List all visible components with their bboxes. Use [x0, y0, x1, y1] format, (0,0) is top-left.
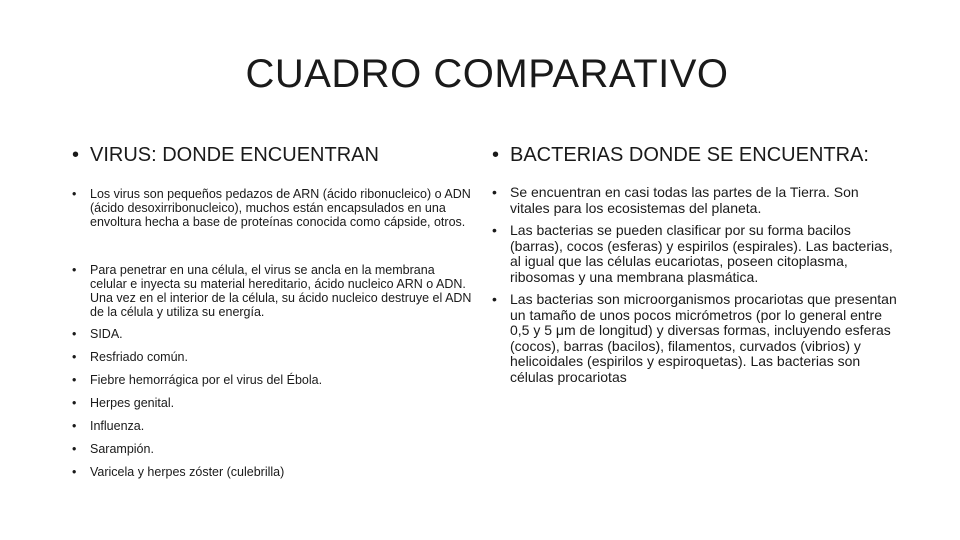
bullet-icon: •: [72, 263, 77, 277]
list-item-text: Influenza.: [90, 419, 145, 433]
list-item: [72, 419, 472, 434]
bacteria-list: [492, 185, 902, 385]
list-item-text: Los virus son pequeños pedazos de ARN (ácido ribonucleico) o ADN (ácido desoxirribonucleico), muchos están encapsulados en una envoltura hecha a base de proteínas conocida como cápside, otros.: [90, 187, 471, 229]
bullet-icon: •: [492, 291, 497, 307]
bullet-icon: •: [72, 465, 77, 479]
bullet-icon: •: [72, 373, 77, 387]
bullet-icon: •: [492, 184, 497, 200]
virus-heading: [72, 144, 472, 167]
list-item-text: Varicela y herpes zóster (culebrilla): [90, 465, 285, 479]
list-item: [72, 442, 472, 457]
list-item: [492, 223, 902, 285]
bullet-icon: •: [72, 396, 77, 410]
list-item-text: SIDA.: [90, 327, 123, 341]
bacteria-heading-text: BACTERIAS DONDE SE ENCUENTRA:: [510, 144, 869, 166]
list-item: [72, 187, 472, 229]
bullet-icon: •: [492, 144, 500, 166]
virus-column: [72, 144, 472, 488]
bacteria-column: [492, 144, 902, 392]
list-item: [72, 373, 472, 388]
bullet-icon: •: [72, 419, 77, 433]
slide-title: CUADRO COMPARATIVO: [245, 52, 729, 96]
virus-heading-text: VIRUS: DONDE ENCUENTRAN: [90, 144, 379, 166]
list-item: [492, 292, 902, 385]
list-item-text: Herpes genital.: [90, 396, 175, 410]
bullet-icon: •: [72, 442, 77, 456]
bullet-icon: •: [492, 222, 497, 238]
list-item: [72, 350, 472, 365]
bullet-icon: •: [72, 327, 77, 341]
list-item-text: Se encuentran en casi todas las partes de la Tierra. Son vitales para los ecosistemas del planeta.: [510, 184, 859, 216]
list-item-text: Las bacterias se pueden clasificar por su forma bacilos (barras), cocos (esferas) y espirilos (espirales). Las bacterias, al igual que las células eucariotas, poseen citoplasma, ribosomas y una membrana plasmática.: [510, 222, 893, 285]
list-item: [72, 263, 472, 319]
list-item-text: Fiebre hemorrágica por el virus del Ébola.: [90, 373, 323, 387]
virus-list: [72, 187, 472, 480]
bullet-icon: •: [72, 187, 77, 201]
list-item-text: Para penetrar en una célula, el virus se ancla en la membrana celular e inyecta su material hereditario, ácido nucleico ARN o ADN. Una vez en el interior de la célula, su ácido nucleico destruye el ADN de la célula y utiliza su energía.: [90, 263, 472, 319]
list-item: [72, 465, 472, 480]
list-item-text: Resfriado común.: [90, 350, 188, 364]
list-item: [72, 327, 472, 342]
list-item: [72, 396, 472, 411]
list-item: [492, 185, 902, 216]
list-item-text: Sarampión.: [90, 442, 154, 456]
bullet-icon: •: [72, 144, 80, 166]
bacteria-heading: [492, 144, 902, 167]
list-item-text: Las bacterias son microorganismos procariotas que presentan un tamaño de unos pocos micrómetros (por lo general entre 0,5 y 5 μm de longitud) y diversas formas, incluyendo esferas (cocos), barras (bacilos), filamentos, curvados (vibrios) y helicoidales (espirilos y espiroquetas). Las bacterias son células procariotas: [510, 291, 897, 385]
bullet-icon: •: [72, 350, 77, 364]
